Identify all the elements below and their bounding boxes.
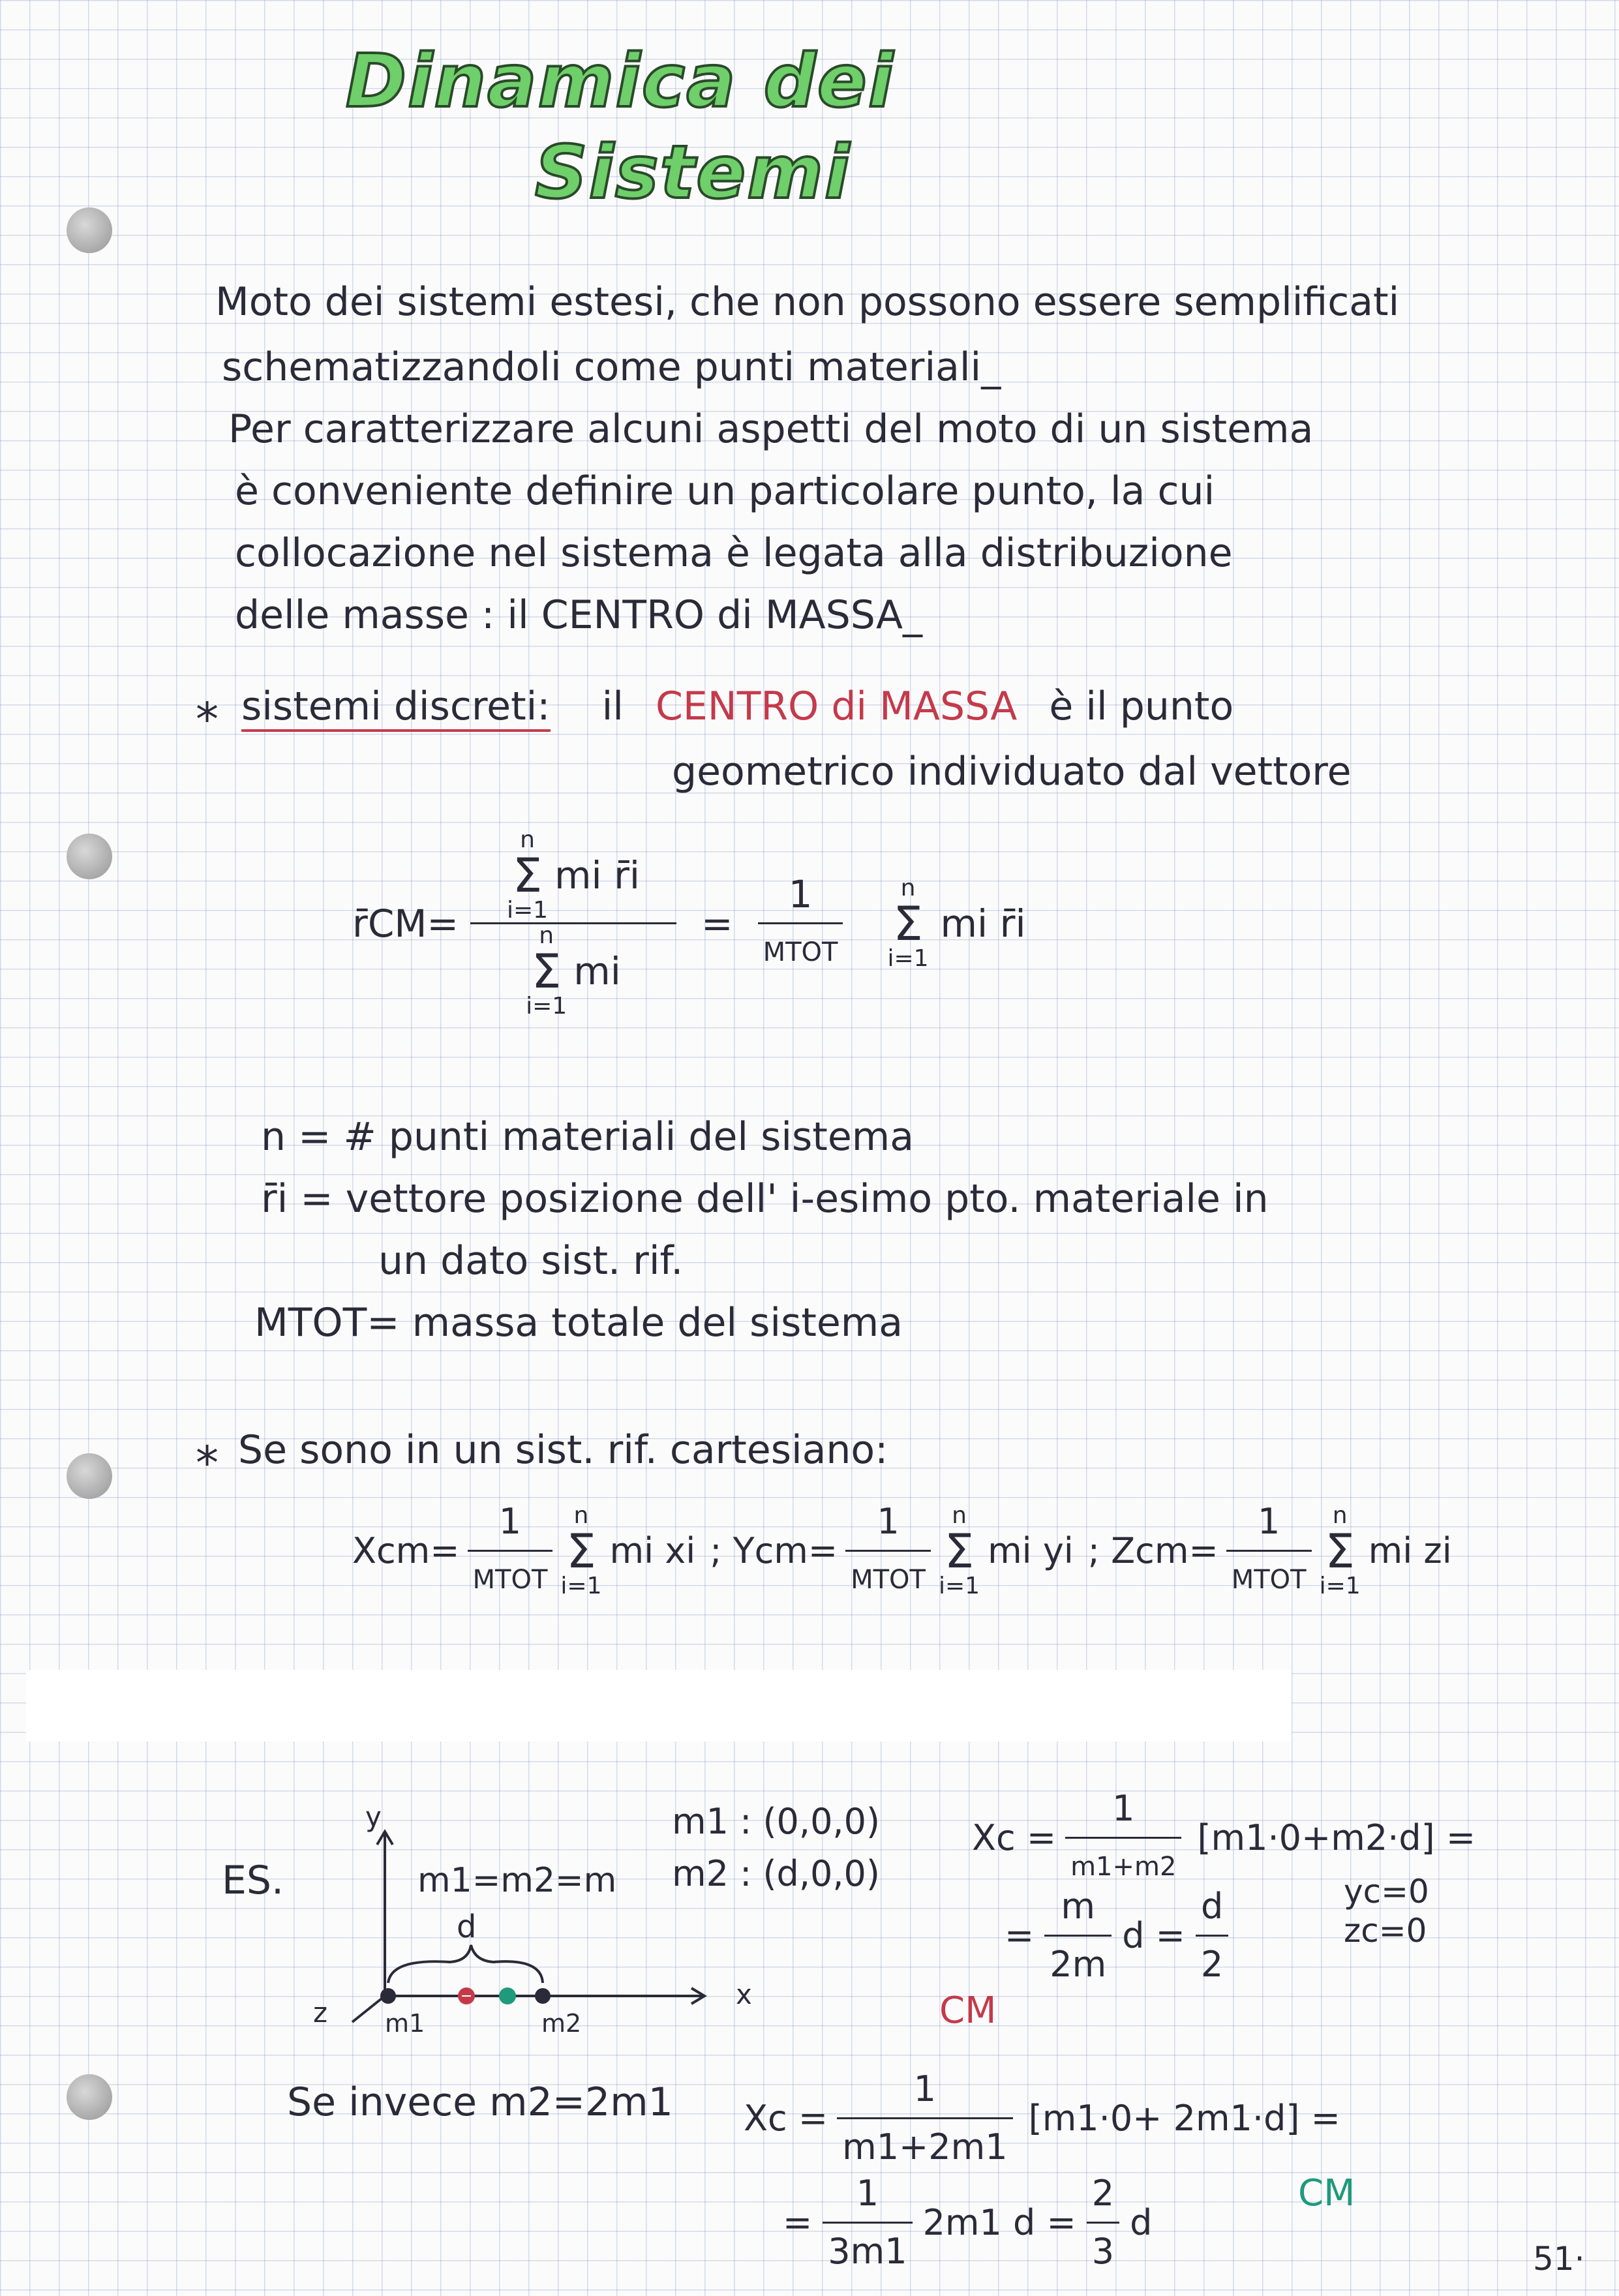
y-axis-label: y [365, 1801, 382, 1833]
denominator-term: mi [573, 949, 621, 993]
intro-line: è conveniente definire un particolare punto, la cui [235, 468, 1215, 514]
fraction-denominator: 3 [1087, 2222, 1119, 2280]
sum-symbol [1320, 1504, 1361, 1598]
sum-lower: i=1 [887, 944, 929, 972]
legend-line: n = # punti materiali del sistema [261, 1114, 914, 1160]
x-term: mi xi [609, 1530, 696, 1571]
legend-line: r̄i = vettore posizione dell' i-esimo pto. materiale in [261, 1176, 1269, 1222]
discrete-text-b: è il punto [1049, 684, 1234, 729]
xc2-bracket: [m1·0+ 2m1·d] = [1028, 2097, 1340, 2139]
equals-sign: = [701, 901, 733, 946]
fraction-mtot: MTOT [1226, 1550, 1312, 1608]
sum-upper: n [1332, 1502, 1348, 1529]
sum-upper: n [520, 826, 535, 853]
fraction-one: 1 [788, 872, 813, 916]
sum-symbol [526, 924, 567, 1018]
x-axis-label: x [736, 1978, 752, 2010]
mass-point-m2 [535, 1988, 551, 2004]
sum-symbol [887, 874, 929, 972]
xc2-mid: 2m1 d = [922, 2201, 1076, 2243]
numerator-term: mi r̄i [554, 853, 641, 898]
sum-upper: n [539, 922, 554, 949]
m2-label: m2 [541, 2009, 582, 2038]
bullet-star: * [196, 693, 219, 746]
zc-result: zc=0 [1344, 1912, 1427, 1950]
xc2-result-d: d [1130, 2201, 1153, 2243]
sum-upper: n [900, 874, 916, 901]
page-title-line1: Dinamica dei [346, 39, 895, 124]
inverse-mtot-fraction [758, 866, 843, 980]
xc2-lhs: Xc = [744, 2097, 828, 2139]
centro-di-massa-label: CENTRO di MASSA [656, 684, 1018, 729]
sigma: Σ [1325, 1523, 1355, 1578]
y-term: mi yi [988, 1530, 1074, 1571]
intro-line: Moto dei sistemi estesi, che non possono essere semplificati [215, 279, 1400, 325]
fraction-numerator: 1 [856, 2173, 879, 2214]
example-label: ES. [222, 1858, 284, 1903]
sum-lower: i=1 [526, 993, 567, 1020]
sum-lower: i=1 [506, 897, 549, 924]
fraction-denominator: m1+2m1 [837, 2117, 1013, 2175]
m1-coordinates: m1 : (0,0,0) [672, 1801, 881, 1842]
sigma: Σ [512, 848, 543, 903]
page-number: 51· [1533, 2240, 1585, 2278]
xc2-fraction [837, 2061, 1013, 2175]
fraction-mtot: MTOT [758, 922, 843, 980]
punch-hole [67, 2074, 112, 2120]
fraction-numerator: d [1200, 1886, 1224, 1927]
sigma: Σ [893, 896, 923, 951]
cm-point-teal [499, 1987, 516, 2004]
step-fraction [1044, 1879, 1112, 1993]
sum-symbol [507, 828, 548, 922]
distance-brace [388, 1945, 543, 1983]
xc-bracket: [m1·0+m2·d] = [1197, 1817, 1476, 1858]
sum-lower: i=1 [1319, 1572, 1361, 1599]
xcm-lhs: Xcm= [352, 1530, 460, 1571]
result-fraction [1196, 1879, 1228, 1993]
ycm-lhs: ; Ycm= [710, 1530, 838, 1571]
page-title-line2: Sistemi [535, 130, 851, 215]
fraction-numerator: 2 [1091, 2173, 1115, 2214]
cartesian-formulas [352, 1494, 1452, 1608]
bullet-star: * [196, 1436, 219, 1490]
yc-result: yc=0 [1344, 1873, 1429, 1911]
fraction-one: 1 [1257, 1501, 1280, 1542]
discrete-heading [241, 678, 1233, 734]
formula-lhs: r̄CM= [352, 901, 459, 946]
xc2-result-fraction [1087, 2166, 1119, 2280]
cartesian-intro: Se sono in un sist. rif. cartesiano: [238, 1427, 888, 1473]
xc-step [1005, 1879, 1228, 1993]
sum-upper: n [952, 1502, 967, 1529]
inverse-mtot-fraction [845, 1494, 931, 1608]
fraction-mtot: MTOT [845, 1550, 931, 1608]
intro-line: Per caratterizzare alcuni aspetti del moto di un sistema [228, 406, 1314, 452]
xc2-step [783, 2166, 1152, 2280]
fraction-one: 1 [498, 1501, 522, 1542]
punch-hole [67, 834, 112, 879]
intro-line: schematizzandoli come punti materiali_ [222, 344, 1001, 390]
discrete-line2: geometrico individuato dal vettore [672, 749, 1352, 794]
m1-label: m1 [385, 2009, 425, 2038]
zcm-lhs: ; Zcm= [1087, 1530, 1218, 1571]
inverse-mtot-fraction [468, 1494, 553, 1608]
cm-label-teal: CM [1298, 2172, 1355, 2214]
discrete-text-a: il [601, 684, 624, 729]
mass-point-m1 [380, 1988, 396, 2004]
sum-symbol [939, 1504, 980, 1598]
xc2-step-fraction [823, 2166, 912, 2280]
fraction-denominator: 3m1 [823, 2222, 912, 2280]
distance-label: d [457, 1909, 477, 1945]
z-term: mi zi [1368, 1530, 1452, 1571]
formula-denominator [470, 922, 676, 1018]
xc-fraction [1065, 1781, 1181, 1895]
formula-numerator [502, 828, 645, 922]
sigma: Σ [566, 1523, 596, 1578]
blank-band [26, 1670, 1292, 1742]
fraction-one: 1 [1112, 1788, 1135, 1829]
fraction-denominator: 2 [1196, 1935, 1228, 1993]
intro-line: collocazione nel sistema è legata alla distribuzione [235, 530, 1233, 576]
punch-hole [67, 207, 112, 253]
xc-lhs: Xc = [972, 1817, 1057, 1858]
masses-label: m1=m2=m [417, 1861, 617, 1900]
sum-symbol [560, 1504, 601, 1598]
formula-fraction [470, 828, 676, 1018]
sigma: Σ [944, 1523, 975, 1578]
fraction-one: 1 [877, 1501, 900, 1542]
sum-upper: n [573, 1502, 589, 1529]
fraction-denominator: 2m [1044, 1935, 1112, 1993]
second-case-intro: Se invece m2=2m1 [287, 2079, 673, 2125]
fraction-denominator: m1+m2 [1065, 1837, 1181, 1895]
xc2-equation [744, 2061, 1340, 2175]
punch-hole [67, 1453, 112, 1499]
sum-lower: i=1 [938, 1572, 980, 1599]
sigma: Σ [531, 944, 562, 999]
cm-formula [352, 828, 1026, 1018]
z-axis-label: z [313, 1997, 328, 2029]
legend-line: MTOT= massa totale del sistema [254, 1300, 903, 1346]
fraction-mtot: MTOT [468, 1550, 553, 1608]
z-axis [352, 1996, 385, 2022]
intro-line: delle masse : il CENTRO di MASSA_ [235, 592, 923, 638]
sum-term: mi r̄i [940, 901, 1026, 946]
fraction-numerator: m [1061, 1886, 1096, 1927]
discrete-heading-text: sistemi discreti: [241, 684, 551, 732]
fraction-one: 1 [913, 2068, 937, 2109]
m2-coordinates: m2 : (d,0,0) [672, 1853, 880, 1894]
cm-label-red: CM [939, 1989, 997, 2032]
inverse-mtot-fraction [1226, 1494, 1312, 1608]
step-d: d = [1122, 1914, 1185, 1956]
equals-sign: = [783, 2201, 813, 2243]
sum-lower: i=1 [560, 1572, 602, 1599]
legend-line: un dato sist. rif. [378, 1238, 684, 1284]
equals-sign: = [1005, 1914, 1035, 1956]
